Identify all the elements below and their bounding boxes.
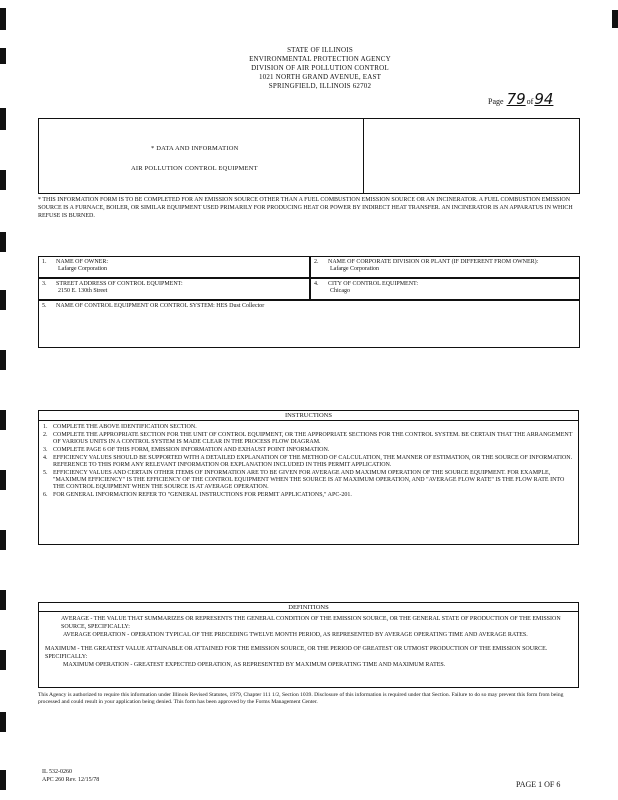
field-city[interactable]: [310, 278, 580, 300]
binding-mark: [0, 590, 6, 610]
binding-mark: [0, 770, 6, 790]
binding-mark: [0, 410, 6, 430]
binding-mark: [0, 48, 6, 64]
binding-mark: [0, 350, 6, 370]
instruction-text: COMPLETE THE ABOVE IDENTIFICATION SECTION.: [53, 424, 197, 430]
binding-mark: [0, 170, 6, 190]
field-corporate-division[interactable]: [310, 256, 580, 278]
header-line: STATE OF ILLINOIS: [287, 46, 353, 54]
legal-footnote: This Agency is authorized to require this information under Illinois Revised Statutes, 1979, Chapter 111 1/2, Section 1039. Disclosure of this information is required under that Section. Failure to do so may prevent this form from being processed and could result in your application being denied. This form has been approved by the Forms Management Center.: [38, 692, 564, 705]
form-identifier: [42, 768, 99, 784]
instruction-number: 4.: [43, 454, 48, 461]
instruction-number: 1.: [43, 424, 48, 430]
instruction-number: 5.: [43, 469, 48, 476]
page-current: 79: [506, 90, 526, 108]
definition-maximum-operation: MAXIMUM OPERATION - GREATEST EXPECTED OPERATION, AS REPRESENTED BY MAXIMUM OPERATING TIME AND MAXIMUM RATES.: [63, 662, 446, 668]
instruction-item: [43, 492, 574, 499]
header-line: ENVIRONMENTAL PROTECTION AGENCY: [249, 55, 391, 63]
instructions-list: [38, 421, 579, 545]
field-label: CITY OF CONTROL EQUIPMENT:: [328, 281, 419, 287]
form-subtitle: AIR POLLUTION CONTROL EQUIPMENT: [131, 165, 258, 172]
binding-mark: [0, 108, 6, 130]
instruction-item: [43, 470, 574, 492]
field-label: NAME OF OWNER:: [56, 259, 108, 265]
field-number: 4.: [314, 281, 319, 287]
field-value: 2150 E. 130th Street: [58, 288, 108, 294]
page-of-footer: PAGE 1 OF 6: [516, 780, 561, 789]
instructions-title: INSTRUCTIONS: [38, 410, 579, 421]
agency-header: [200, 46, 440, 91]
binding-mark: [0, 232, 6, 252]
binding-mark: [0, 650, 6, 670]
form-title-box: [38, 118, 364, 194]
binding-mark: [0, 712, 6, 732]
instruction-text: COMPLETE THE APPROPRIATE SECTION FOR THE UNIT OF CONTROL EQUIPMENT, OR THE APPROPRIATE SECTIONS FOR THE CONTROL SYSTEM. BE CERTAIN THAT THE ARRANGEMENT OF VARIOUS UNITS IN A CONTROL SYSTEM IS MADE CLEAR IN THE PROCESS FLOW DIAGRAM.: [53, 431, 573, 446]
field-control-equipment-name[interactable]: [38, 300, 580, 348]
instruction-item: [43, 424, 574, 431]
field-street-address[interactable]: [38, 278, 310, 300]
instruction-number: 2.: [43, 431, 48, 438]
field-number: 1.: [42, 259, 47, 265]
binding-mark: [0, 470, 6, 490]
instruction-text: COMPLETE PAGE 6 OF THIS FORM, EMISSION INFORMATION AND EXHAUST POINT INFORMATION.: [53, 446, 330, 453]
form-id-line: IL 532-0260: [42, 769, 72, 775]
binding-mark: [0, 290, 6, 310]
instruction-item: [43, 432, 574, 447]
definitions-list: [38, 612, 579, 688]
instruction-number: 3.: [43, 446, 48, 453]
binding-mark: [612, 10, 618, 28]
field-label: NAME OF CORPORATE DIVISION OR PLANT (IF DIFFERENT FROM OWNER):: [328, 259, 539, 265]
instruction-number: 6.: [43, 492, 48, 499]
field-label: NAME OF CONTROL EQUIPMENT OR CONTROL SYSTEM:: [56, 303, 215, 309]
instruction-text: EFFICIENCY VALUES AND CERTAIN OTHER ITEMS OF INFORMATION ARE TO BE GIVEN FOR AVERAGE AND MAXIMUM OPERATION OF THE SOURCE EQUIPMENT. FOR EXAMPLE, "MAXIMUM EFFICIENCY" IS THE EFFICIENCY OF THE CONTROL EQUIPMENT WHEN THE SOURCE IS AT MAXIMUM OPERATION, AND "AVERAGE FLOW RATE" IS THE FLOW RATE INTO THE CONTROL EQUIPMENT WHEN THE SOURCE IS AT AVERAGE OPERATION.: [53, 469, 565, 491]
field-number: 5.: [42, 303, 47, 309]
definitions-title: DEFINITIONS: [38, 602, 579, 612]
header-line: SPRINGFIELD, ILLINOIS 62702: [268, 82, 372, 90]
instruction-text: EFFICIENCY VALUES SHOULD BE SUPPORTED WITH A DETAILED EXPLANATION OF THE METHOD OF CALCULATION, THE MANNER OF ESTIMATION, OR THE SOURCE OF INFORMATION. REFERENCE TO THIS FORM ANY RELEVANT INFORMATION OR EXPLANATION INCLUDED IN THIS PERMIT APPLICATION.: [53, 454, 573, 468]
form-note: * THIS INFORMATION FORM IS TO BE COMPLETED FOR AN EMISSION SOURCE OTHER THAN A FUEL COMBUSTION EMISSION SOURCE OR AN INCINERATOR. A FUEL COMBUSTION EMISSION SOURCE IS A FURNACE, BOILER, OR SIMILAR EQUIPMENT USED PRIMARILY FOR PRODUCING HEAT OR POWER BY INDIRECT HEAT TRANSFER. AN INCINERATOR IS AN APPARATUS IN WHICH REFUSE IS BURNED.: [38, 197, 573, 219]
instruction-item: [43, 447, 574, 454]
definition-average-operation: AVERAGE OPERATION - OPERATION TYPICAL OF THE PRECEDING TWELVE MONTH PERIOD, AS REPRESENTED BY AVERAGE OPERATING TIME AND AVERAGE RATES.: [63, 632, 528, 638]
form-revision-line: APC 260 Rev. 12/15/78: [42, 777, 100, 783]
field-owner-name[interactable]: [38, 256, 310, 278]
field-label: STREET ADDRESS OF CONTROL EQUIPMENT:: [56, 281, 183, 287]
field-value: Chicago: [330, 288, 350, 294]
definition-maximum: MAXIMUM - THE GREATEST VALUE ATTAINABLE OR ATTAINED FOR THE EMISSION SOURCE, OR THE PERIOD OF GREATEST OR UTMOST PRODUCTION OF THE EMISSION SOURCE. SPECIFICALLY:: [45, 646, 548, 660]
page-number: [488, 90, 554, 108]
binding-mark: [0, 530, 6, 550]
header-line: 1021 NORTH GRAND AVENUE, EAST: [258, 73, 382, 81]
field-number: 2.: [314, 259, 319, 265]
field-value: HES Dust Collector: [216, 303, 265, 309]
agency-use-box: [364, 118, 580, 194]
instruction-text: FOR GENERAL INFORMATION REFER TO "GENERAL INSTRUCTIONS FOR PERMIT APPLICATIONS," APC-201.: [53, 492, 352, 499]
instruction-item: [43, 455, 574, 470]
header-line: DIVISION OF AIR POLLUTION CONTROL: [251, 64, 389, 72]
definition-average: AVERAGE - THE VALUE THAT SUMMARIZES OR REPRESENTS THE GENERAL CONDITION OF THE EMISSION SOURCE, OR THE GENERAL STATE OF PRODUCTION OF THE EMISSION SOURCE, SPECIFICALLY:: [61, 616, 561, 630]
field-number: 3.: [42, 281, 47, 287]
page-total: 94: [534, 90, 554, 108]
page-of-label: of: [526, 97, 534, 106]
form-title: * DATA AND INFORMATION: [151, 145, 239, 152]
field-value: Lafarge Corporation: [330, 266, 380, 272]
field-value: Lafarge Corporation: [58, 266, 108, 272]
page-label: Page: [488, 97, 504, 106]
binding-mark: [0, 8, 6, 30]
